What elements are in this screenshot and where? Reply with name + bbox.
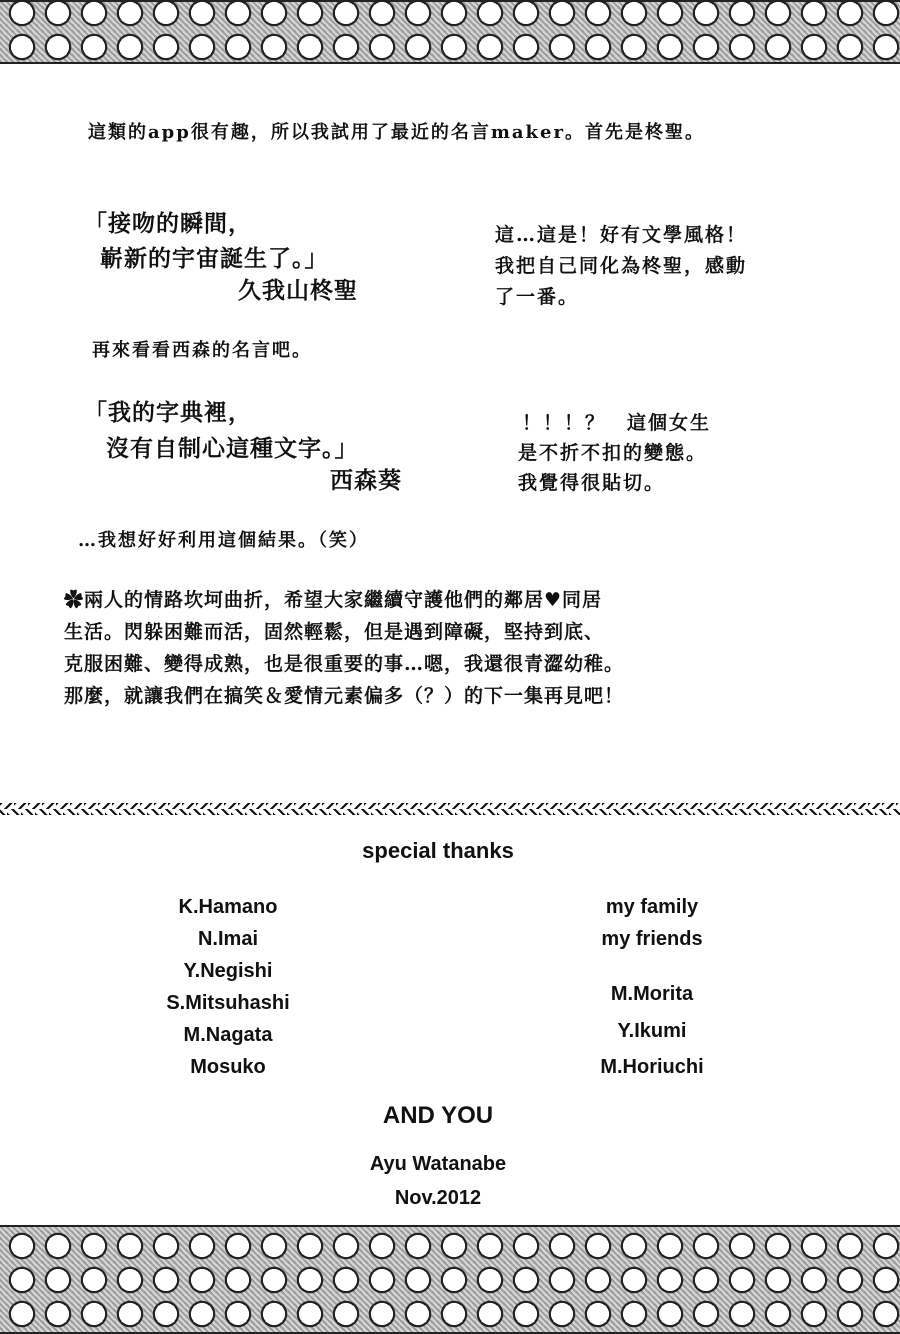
- quote1-line2: 嶄新的宇宙誕生了。」: [100, 246, 329, 272]
- quote2-line2: 沒有自制心這種文字。」: [106, 436, 359, 462]
- thanks-right-name: Y.Ikumi: [617, 1020, 687, 1042]
- author-name: Ayu Watanabe: [369, 1153, 507, 1175]
- quote1-line1: 「接吻的瞬間，: [84, 211, 252, 237]
- thanks-right-name: M.Morita: [610, 983, 694, 1005]
- thanks-right-name: my friends: [601, 928, 703, 950]
- thanks-right-name: my family: [605, 896, 699, 918]
- closing-line1: ✿兩人的情路坎坷曲折，希望大家繼續守護他們的鄰居♥同居: [64, 589, 603, 611]
- closing-line3: 克服困難、變得成熟，也是很重要的事…嗯，我還很青澀幼稚。: [64, 653, 625, 675]
- quote2-line1: 「我的字典裡，: [84, 400, 252, 426]
- thanks-left-name: M.Nagata: [183, 1024, 273, 1046]
- closing-line4: 那麼，就讓我們在搞笑＆愛情元素偏多（？）的下一集再見吧！: [64, 685, 625, 707]
- quote1-author: 久我山柊聖: [238, 278, 358, 304]
- date-text: Nov.2012: [394, 1187, 482, 1209]
- result-line: …我想好好利用這個結果。（笑）: [78, 530, 369, 551]
- quote2-author: 西森葵: [330, 468, 402, 494]
- intro-text: 這類的app很有趣，所以我試用了最近的名言maker。首先是柊聖。: [88, 122, 705, 143]
- comment1-line1: 這…這是！好有文學風格！: [495, 224, 748, 246]
- comment2-line3: 我覺得很貼切。: [518, 472, 666, 494]
- closing-line2: 生活。閃躲困難而活，固然輕鬆，但是遇到障礙，堅持到底、: [64, 621, 605, 643]
- thanks-right-name: M.Horiuchi: [600, 1056, 704, 1078]
- thanks-left-name: Y.Negishi: [183, 960, 273, 982]
- wavy-divider: [0, 803, 900, 815]
- comment2-line2: 是不折不扣的變態。: [518, 442, 708, 464]
- transition-text: 再來看看西森的名言吧。: [92, 340, 312, 361]
- comment1-line2: 我把自己同化為柊聖，感動: [495, 255, 748, 277]
- thanks-left-name: S.Mitsuhashi: [166, 992, 290, 1014]
- comment2-line1: ！！！？ 這個女生: [522, 412, 712, 434]
- thanks-left-name: N.Imai: [197, 928, 259, 950]
- top-polka-dot-border: [0, 0, 900, 64]
- thanks-left-name: K.Hamano: [178, 896, 278, 918]
- special-thanks-heading: special thanks: [362, 838, 514, 863]
- bottom-polka-dot-border: [0, 1225, 900, 1334]
- and-you-text: AND YOU: [382, 1102, 494, 1129]
- thanks-left-name: Mosuko: [190, 1056, 266, 1078]
- comment1-line3: 了一番。: [495, 286, 580, 308]
